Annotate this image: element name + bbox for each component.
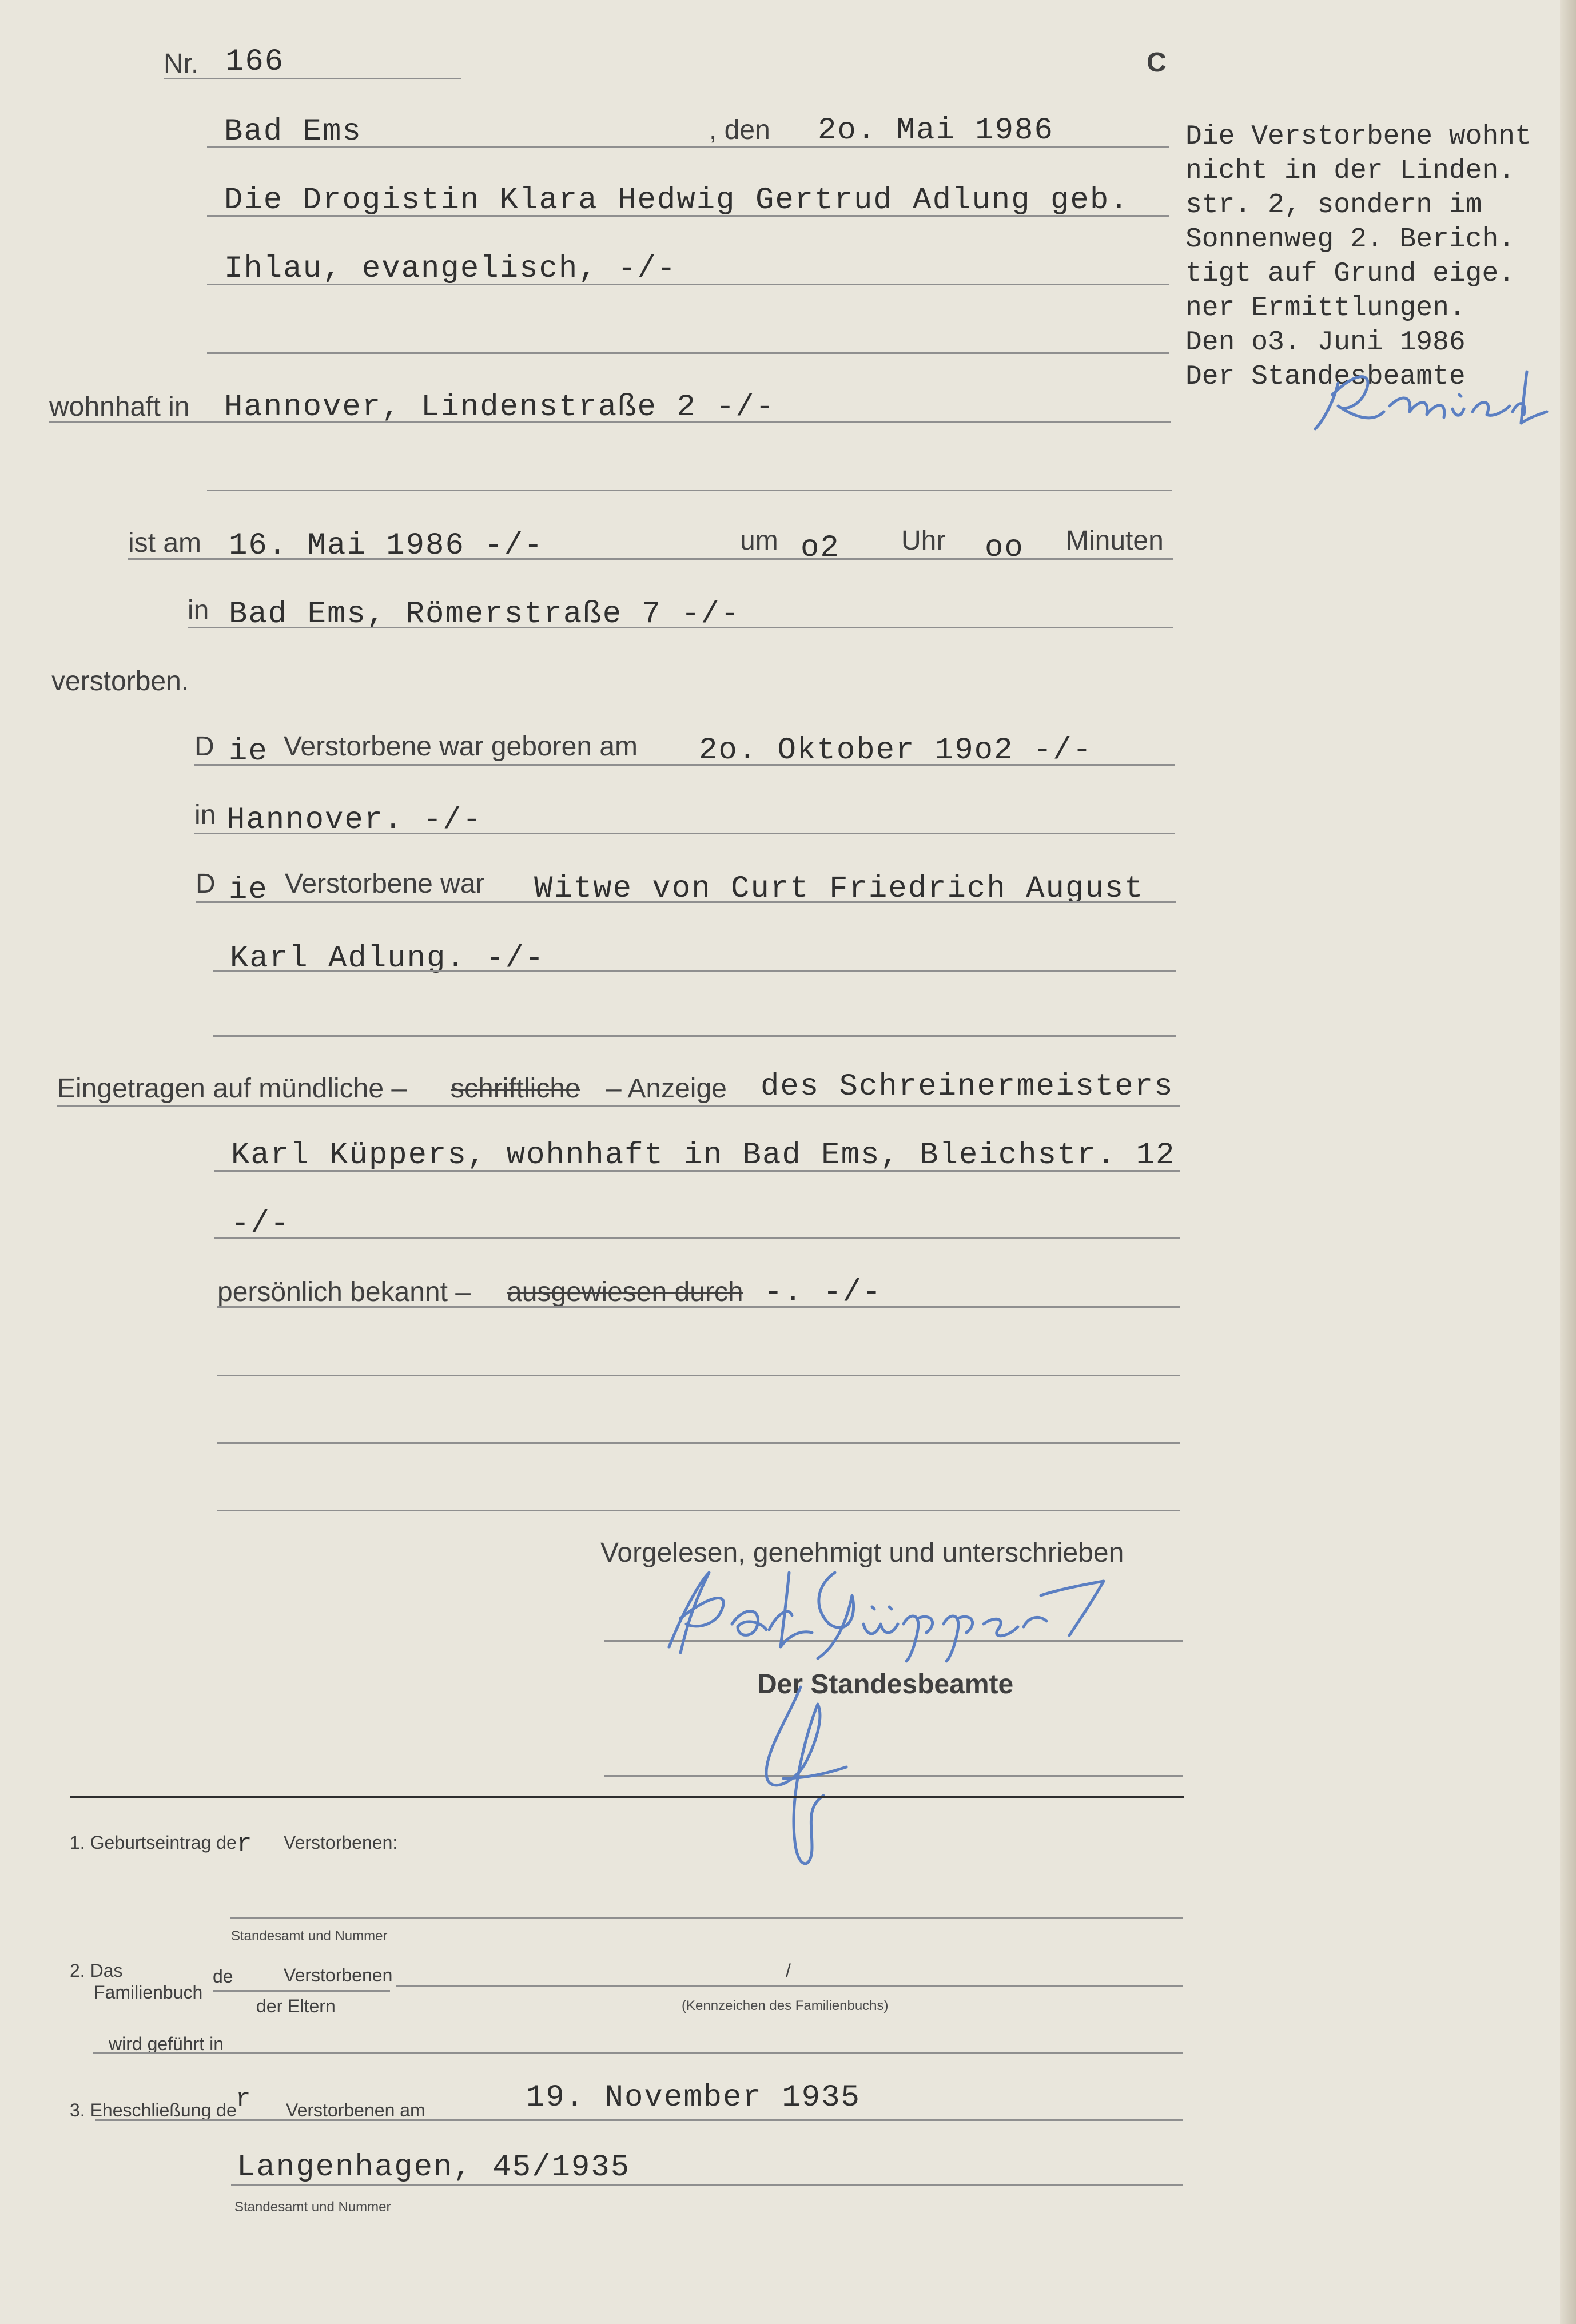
rule-place-date bbox=[207, 146, 1169, 148]
registrar-signature bbox=[755, 1681, 858, 1876]
marriage-label-2: Verstorbenen am bbox=[286, 2100, 425, 2120]
margin-note-line: Sonnenweg 2. Berich. bbox=[1185, 224, 1515, 255]
footer-separator bbox=[70, 1796, 1184, 1798]
birth-d-prefix: D bbox=[194, 731, 214, 762]
margin-note-line: Die Verstorbene wohnt bbox=[1185, 121, 1531, 152]
margin-note-line: nicht in der Linden. bbox=[1185, 156, 1515, 186]
corner-mark: C bbox=[1147, 47, 1167, 78]
family-book-label-2: Familienbuch bbox=[94, 1982, 203, 2003]
birth-label: Verstorbene war geboren am bbox=[284, 731, 638, 762]
rule-blank-2 bbox=[217, 1442, 1180, 1444]
family-book-de: de bbox=[213, 1966, 233, 1987]
death-place-label: in bbox=[188, 595, 209, 626]
known-value: -. -/- bbox=[764, 1275, 882, 1310]
rule-blank-3 bbox=[217, 1510, 1180, 1511]
birth-entry-caption: Standesamt und Nummer bbox=[231, 1928, 388, 1944]
record-number: 166 bbox=[225, 45, 285, 79]
marriage-date: 19. November 1935 bbox=[526, 2080, 861, 2115]
registrar-label: Der Standesbeamte bbox=[757, 1669, 1014, 1700]
rule-birth-date bbox=[194, 764, 1175, 766]
rule-person-1 bbox=[207, 215, 1169, 217]
read-approved-label: Vorgelesen, genehmigt und unterschrieben bbox=[600, 1538, 1124, 1568]
verstorben-label: verstorben. bbox=[51, 666, 189, 697]
margin-note-signature bbox=[1310, 360, 1555, 435]
registration-label-end: – Anzeige bbox=[606, 1073, 727, 1104]
rule-status-1 bbox=[196, 901, 1176, 903]
death-hour: o2 bbox=[801, 531, 840, 566]
family-book-slash: / bbox=[786, 1960, 791, 1981]
registration-date: 2o. Mai 1986 bbox=[818, 113, 1054, 148]
rule-person-2 bbox=[207, 284, 1169, 285]
um-label: um bbox=[740, 526, 778, 556]
birth-entry-label-2: Verstorbenen: bbox=[284, 1832, 398, 1853]
rule-family-book-kept bbox=[93, 2052, 1183, 2054]
rule-status-3 bbox=[213, 1035, 1176, 1037]
den-label: , den bbox=[709, 115, 770, 145]
rule-registration bbox=[57, 1105, 1180, 1107]
status-line-2: Karl Adlung. -/- bbox=[230, 941, 545, 976]
page-edge-shadow bbox=[1560, 0, 1576, 2324]
person-line-2: Ihlau, evangelisch, -/- bbox=[224, 252, 677, 286]
margin-note-line: Der Standesbeamte bbox=[1185, 361, 1466, 392]
rule-blank-1 bbox=[217, 1375, 1180, 1376]
death-date: 16. Mai 1986 -/- bbox=[229, 528, 544, 563]
rule-nr bbox=[164, 78, 461, 79]
birth-ie-suffix: ie bbox=[229, 734, 268, 769]
family-book-label: 2. Das bbox=[70, 1960, 123, 1981]
rule-family-book bbox=[396, 1985, 1183, 1987]
rule-person-3 bbox=[207, 352, 1169, 354]
birth-entry-suffix: r bbox=[237, 1830, 252, 1859]
status-line-1: Witwe von Curt Friedrich August bbox=[534, 872, 1144, 906]
nr-label: Nr. bbox=[164, 49, 199, 79]
margin-note-line: Den o3. Juni 1986 bbox=[1185, 327, 1466, 358]
residence-label: wohnhaft in bbox=[49, 392, 190, 422]
marriage-place: Langenhagen, 45/1935 bbox=[237, 2150, 631, 2185]
registration-label-start: Eingetragen auf mündliche – bbox=[57, 1073, 407, 1104]
death-place: Bad Ems, Römerstraße 7 -/- bbox=[229, 597, 741, 632]
death-minutes: oo bbox=[985, 531, 1024, 566]
rule-residence bbox=[49, 421, 1171, 423]
known-struck: ausgewiesen durch bbox=[507, 1277, 743, 1307]
residence-value: Hannover, Lindenstraße 2 -/- bbox=[224, 390, 775, 425]
rule-informant-3 bbox=[214, 1237, 1180, 1239]
birth-place: Hannover. -/- bbox=[226, 803, 483, 838]
known-label: persönlich bekannt – bbox=[217, 1277, 471, 1307]
family-book-option-parents: der Eltern bbox=[256, 1996, 336, 2016]
status-label: Verstorbene war bbox=[285, 869, 485, 899]
margin-note-line: str. 2, sondern im bbox=[1185, 190, 1482, 221]
rule-informant-2 bbox=[214, 1170, 1180, 1172]
rule-marriage-place bbox=[231, 2184, 1183, 2186]
margin-note-line: tigt auf Grund eige. bbox=[1185, 258, 1515, 289]
rule-family-book-options bbox=[213, 1990, 390, 1992]
informant-signature bbox=[646, 1561, 1121, 1664]
person-line-1: Die Drogistin Klara Hedwig Gertrud Adlung geb. bbox=[224, 183, 1129, 218]
uhr-label: Uhr bbox=[901, 526, 946, 556]
place-of-registration: Bad Ems bbox=[224, 114, 362, 149]
margin-note-line: ner Ermittlungen. bbox=[1185, 293, 1466, 324]
family-book-kept-label: wird geführt in bbox=[109, 2034, 224, 2054]
rule-birth-place bbox=[194, 833, 1175, 834]
family-book-option-deceased: Verstorbenen bbox=[284, 1965, 393, 1985]
marriage-label: 3. Eheschließung de bbox=[70, 2100, 237, 2120]
birth-date: 2o. Oktober 19o2 -/- bbox=[699, 733, 1093, 768]
marriage-suffix: r bbox=[236, 2085, 251, 2114]
status-d-prefix: D bbox=[196, 869, 216, 899]
family-book-caption: (Kennzeichen des Familienbuchs) bbox=[682, 1998, 889, 2013]
birth-place-label: in bbox=[194, 800, 216, 830]
rule-registrar-signature bbox=[604, 1775, 1183, 1777]
marriage-caption: Standesamt und Nummer bbox=[234, 2199, 391, 2215]
informant-line-2: Karl Küppers, wohnhaft in Bad Ems, Bleichstr. 12 bbox=[231, 1138, 1176, 1173]
status-ie-suffix: ie bbox=[229, 873, 268, 908]
rule-residence-2 bbox=[207, 490, 1172, 491]
informant-line-1: des Schreinermeisters bbox=[761, 1069, 1174, 1104]
death-date-label: ist am bbox=[128, 528, 202, 558]
rule-death-date bbox=[128, 558, 1173, 560]
informant-line-3: -/- bbox=[231, 1207, 290, 1241]
minuten-label: Minuten bbox=[1066, 526, 1164, 556]
registration-label-struck: schriftliche bbox=[451, 1073, 580, 1104]
rule-status-2 bbox=[213, 970, 1176, 972]
birth-entry-label: 1. Geburtseintrag de bbox=[70, 1832, 237, 1853]
rule-marriage-date bbox=[95, 2119, 1183, 2121]
rule-birth-entry bbox=[230, 1917, 1183, 1919]
rule-death-place bbox=[188, 627, 1173, 628]
rule-known bbox=[217, 1306, 1180, 1308]
